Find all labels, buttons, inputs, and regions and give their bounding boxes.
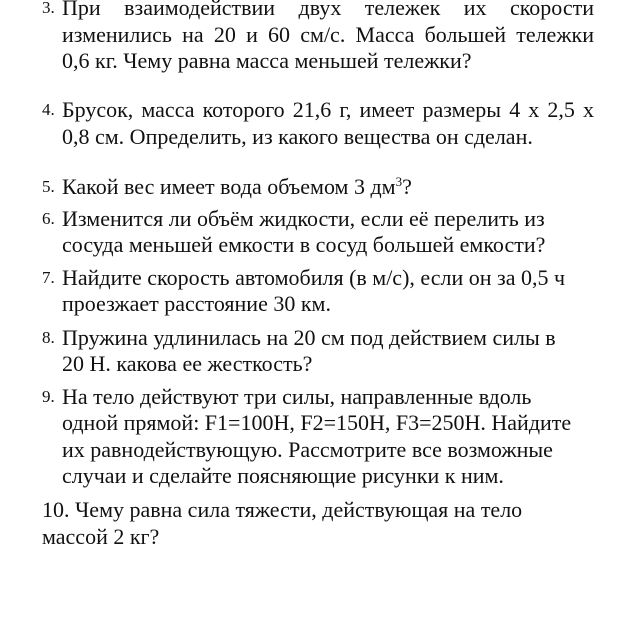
question-line: Изменится ли объём жидкости, если её перелить из (62, 206, 545, 231)
superscript: 3 (395, 174, 403, 189)
question-line: их равнодействующую. Рассмотрите все возможные (62, 437, 553, 462)
question-line: сосуда меньшей емкости в сосуд большей емкости? (62, 232, 546, 257)
question-line: 20 Н. какова ее жесткость? (62, 351, 313, 376)
question-number: 3. (42, 0, 55, 17)
question-number: 9. (42, 387, 55, 406)
question-number: 5. (42, 177, 55, 196)
question-line: проезжает расстояние 30 км. (62, 291, 331, 316)
question-line: Найдите скорость автомобиля (в м/с), если он за 0,5 ч (62, 265, 566, 290)
question-line (42, 497, 522, 523)
question-line: 0,8 см. Определить, из какого вещества он сделан. (62, 124, 533, 149)
question-number: 4. (42, 100, 55, 119)
question-line: массой 2 кг? (42, 524, 160, 549)
question-line: Пружина удлинилась на 20 см под действием силы в (62, 325, 556, 350)
question-line: одной прямой: F1=100Н, F2=150Н, F3=250Н. Найдите (62, 410, 572, 435)
question-text: Чему равна сила тяжести, действующая на тело (75, 497, 523, 522)
question-suffix: ? (402, 174, 412, 199)
question-line (62, 174, 412, 200)
question-line: случаи и сделайте поясняющие рисунки к ним. (62, 463, 504, 488)
question-number: 7. (42, 268, 55, 287)
question-number: 6. (42, 209, 55, 228)
question-line: Брусок, масса которого 21,6 г, имеет размеры 4 х 2,5 х (62, 97, 594, 122)
question-line: На тело действуют три силы, направленные вдоль (62, 384, 532, 409)
question-line: изменились на 20 и 60 см/с. Масса большей тележки (62, 22, 594, 47)
question-line: При взаимодействии двух тележек их скорости (62, 0, 594, 20)
question-text: Какой вес имеет вода объемом 3 дм (62, 174, 396, 199)
question-number: 10. (42, 497, 70, 522)
question-line: 0,6 кг. Чему равна масса меньшей тележки? (62, 48, 472, 73)
question-number: 8. (42, 328, 55, 347)
